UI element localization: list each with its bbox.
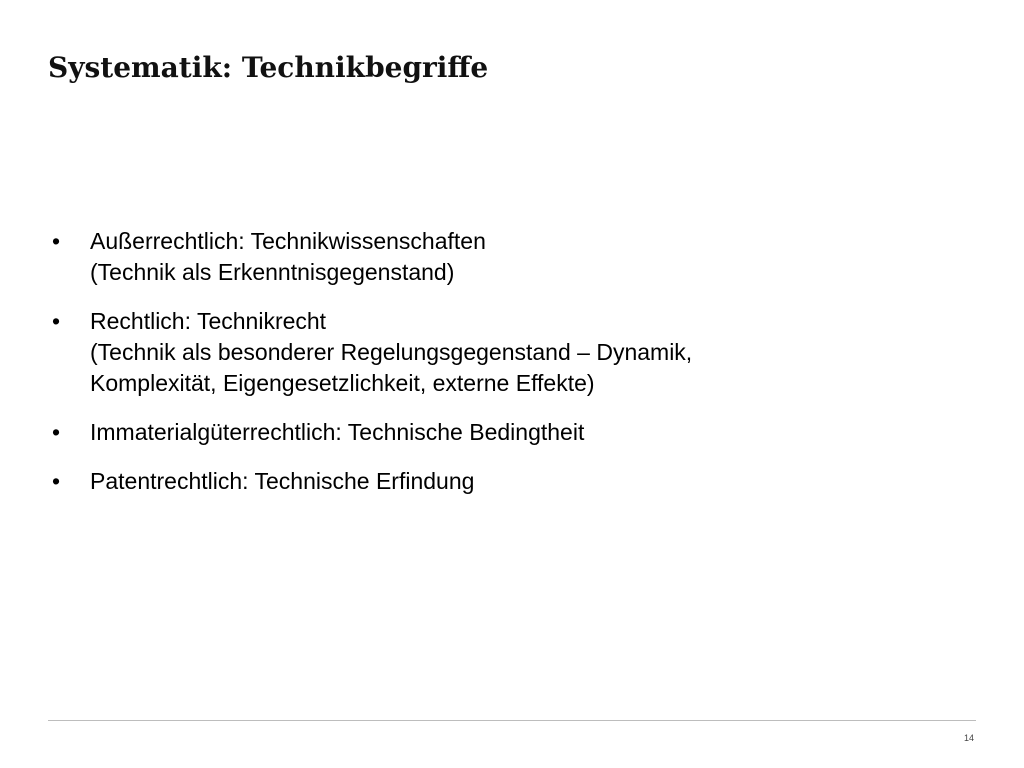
footer-divider	[48, 720, 976, 721]
bullet-item-ausserrechtlich	[48, 226, 978, 288]
bullet-line: Rechtlich: Technikrecht	[90, 308, 327, 334]
bullet-marker: •	[52, 228, 61, 254]
bullet-marker: •	[52, 468, 61, 494]
bullet-line: Außerrechtlich: Technikwissenschaften	[90, 228, 486, 254]
bullet-item-immaterialgueterrechtlich	[48, 417, 978, 448]
bullet-line: Patentrechtlich: Technische Erfindung	[90, 468, 475, 494]
bullet-line: (Technik als Erkenntnisgegenstand)	[90, 259, 455, 285]
slide-title: Systematik: Technikbegriffe	[48, 51, 489, 84]
bullet-marker: •	[52, 419, 61, 445]
bullet-line: (Technik als besonderer Regelungsgegenstand – Dynamik,	[90, 339, 693, 365]
bullet-list	[48, 226, 978, 515]
bullet-marker: •	[52, 308, 61, 334]
page-number: 14	[964, 733, 975, 743]
bullet-line: Immaterialgüterrechtlich: Technische Bedingtheit	[90, 419, 585, 445]
bullet-item-patentrechtlich	[48, 466, 978, 497]
bullet-item-rechtlich	[48, 306, 978, 399]
bullet-line: Komplexität, Eigengesetzlichkeit, externe Effekte)	[90, 370, 595, 396]
